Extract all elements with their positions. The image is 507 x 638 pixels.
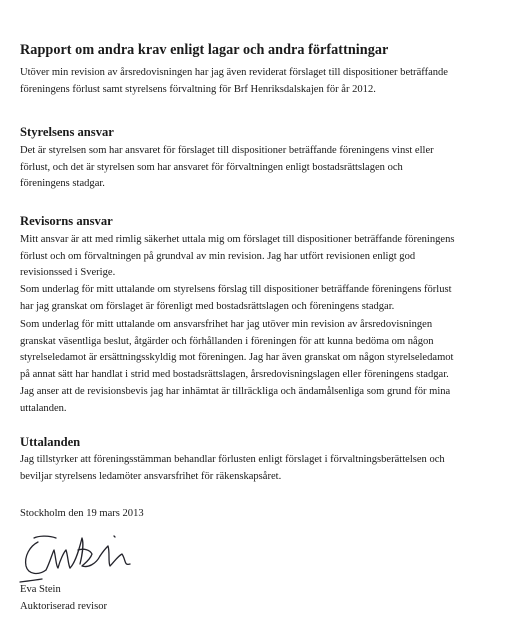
text-line: Som underlag för mitt uttalande om ansvarsfrihet har jag utöver min revision av årsredovisningen <box>20 319 433 330</box>
place-date-text: Stockholm den 19 mars 2013 <box>20 508 144 519</box>
signature-stroke <box>26 542 46 573</box>
section-heading-uttalanden: Uttalanden <box>20 435 81 449</box>
text-line: Jag anser att de revisionsbevis jag har inhämtat är tillräckliga och ändamålsenliga som grund för mina <box>20 386 451 397</box>
section-heading-revisorns-ansvar: Revisorns ansvar <box>20 214 113 228</box>
text-line: Utöver min revision av årsredovisningen har jag även reviderat förslaget till dispositioner beträffande <box>20 67 448 78</box>
text-line: förlust, och det är styrelsen som har ansvaret för förvaltningen enligt bostadsrättslagen och <box>20 161 403 173</box>
text-line: styrelseledamot är ersättningsskyldig mot föreningen. Jag har även granskat om någon styrelseledamot <box>20 352 454 364</box>
revisorns-paragraph-3 <box>20 317 498 383</box>
text-line: föreningens stadgar. <box>20 178 105 190</box>
signature-stroke <box>114 536 115 537</box>
text-line: revisionssed i Sverige. <box>20 267 116 279</box>
signature-stroke <box>46 550 70 570</box>
text-line: Jag tillstyrker att föreningsstämman behandlar förlusten enligt förslaget i förvaltningsberättelsen och <box>20 454 445 465</box>
text-line: Som underlag för mitt uttalande om styrelsens förslag till dispositioner beträffande föreningens förlust <box>20 284 452 295</box>
revisorns-paragraph-2 <box>20 282 498 315</box>
revisorns-paragraph-4 <box>20 384 498 417</box>
signature-stroke <box>70 538 83 568</box>
intro-paragraph <box>20 65 498 98</box>
uttalanden-paragraph <box>20 452 498 485</box>
signature-stroke <box>34 536 56 538</box>
place-date <box>20 506 498 523</box>
signatory-block <box>20 582 498 615</box>
signatory-name: Eva Stein <box>20 584 61 595</box>
handwritten-signature <box>18 532 138 584</box>
document-title: Rapport om andra krav enligt lagar och andra författningar <box>20 42 389 58</box>
revisorns-paragraph-1 <box>20 232 498 282</box>
signature-stroke <box>100 546 130 566</box>
text-line: har jag granskat om förslaget är förenligt med bostadsrättslagen och föreningens stadgar. <box>20 300 395 312</box>
text-line: på annat sätt har handlat i strid med bostadsrättslagen, årsredovisningslagen eller föreningens stadgar. <box>20 368 449 380</box>
text-line: uttalanden. <box>20 402 67 414</box>
styrelsens-ansvar-paragraph <box>20 143 498 193</box>
text-line: granskat väsentliga beslut, åtgärder och förhållanden i föreningen för att kunna bedöma om någon <box>20 335 434 347</box>
text-line: Mitt ansvar är att med rimlig säkerhet uttala mig om förslaget till dispositioner beträffande föreningens <box>20 234 455 245</box>
text-line: beviljar styrelsens ledamöter ansvarsfrihet för räkenskapsåret. <box>20 470 282 482</box>
signatory-role: Auktoriserad revisor <box>20 600 107 612</box>
text-line: föreningens förlust samt styrelsens förvaltning för Brf Henriksdalskajen för år 2012. <box>20 83 376 95</box>
section-heading-styrelsens-ansvar: Styrelsens ansvar <box>20 125 114 139</box>
text-line: förlust och om förvaltningen på grundval av min revision. Jag har utfört revisionen enligt god <box>20 250 416 262</box>
text-line: Det är styrelsen som har ansvaret för förslaget till dispositioner beträffande föreningens vinst eller <box>20 145 434 156</box>
